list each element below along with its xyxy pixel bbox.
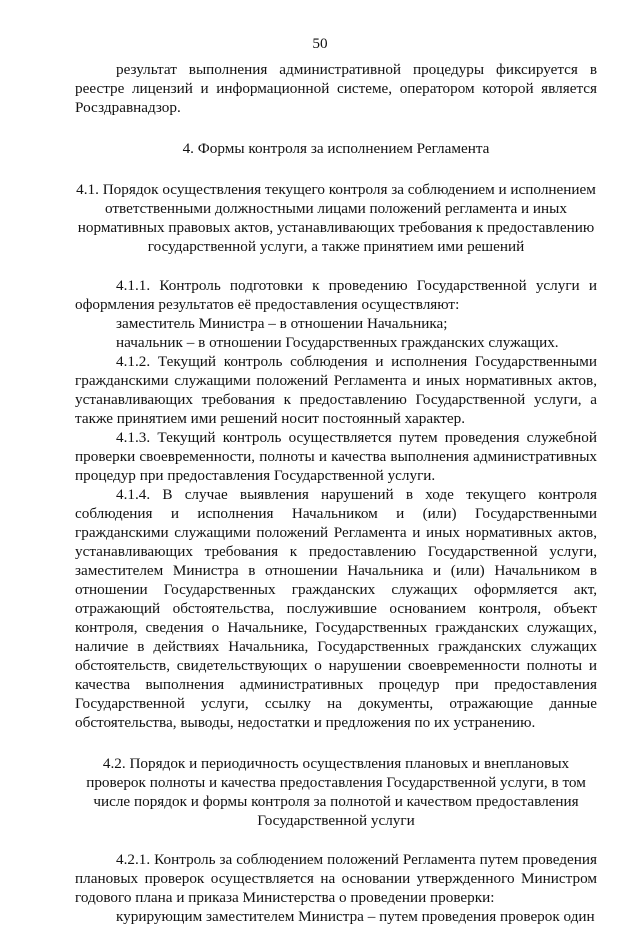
intro-paragraph: результат выполнения административной процедуры фиксируется в реестре лицензий и информационной системе, оператором которой является Росздравнадзор. <box>75 61 597 116</box>
paragraph-4-2-1: 4.2.1. Контроль за соблюдением положений Регламента путем проведения плановых проверок осуществляется на основании утвержденного Министром годового плана и приказа Министерства о проведении проверки: <box>75 851 597 906</box>
paragraph-4-1-4: 4.1.4. В случае выявления нарушений в ходе текущего контроля соблюдения и исполнения Начальником и (или) Государственными гражданскими служащими положений Регламента и иных нормативных актов, устанавливающих требования к предоставлению Государственной услуги, заместителем Министра в отношении Начальника и (или) Начальником в отношении Государственных гражданских служащих оформляется акт, отражающий обстоятельства, послужившие основанием контроля, объект контроля, сведения о Начальнике, Государственных гражданских служащих, наличие в действиях Начальника, Государственных гражданских служащих обстоятельств, свидетельствующих о нарушении своевременности полноты и качества выполнения административных процедур при предоставления Государственной услуги, ссылку на документы, отражающие данные обстоятельства, выводы, недостатки и предложения по их устранению. <box>75 486 597 731</box>
subsection-4-1-title: 4.1. Порядок осуществления текущего контроля за соблюдением и исполнением ответственными должностными лицами положений регламента и иных нормативных правовых актов, устанавливающих требования к предоставлению государственной услуги, а также принятием ими решений <box>76 181 596 255</box>
paragraph-4-1-1-item-a: заместитель Министра – в отношении Начальника; <box>116 315 448 332</box>
page-number: 50 <box>312 35 328 52</box>
paragraph-4-1-2: 4.1.2. Текущий контроль соблюдения и исполнения Государственными гражданскими служащими положений Регламента и иных нормативных актов, устанавливающих требования к предоставлению Государственной услуги, а также принятием ими решений носит постоянный характер. <box>75 353 597 427</box>
paragraph-4-2-1-item-a: курирующим заместителем Министра – путем проведения проверок один <box>116 908 595 925</box>
subsection-4-2-title: 4.2. Порядок и периодичность осуществления плановых и внеплановых проверок полноты и качества предоставления Государственной услуги, в том числе порядок и формы контроля за полнотой и качеством предоставления Государственной услуги <box>86 755 586 829</box>
document-body <box>75 60 597 926</box>
paragraph-4-1-3: 4.1.3. Текущий контроль осуществляется путем проведения служебной проверки своевременности, полноты и качества выполнения административных процедур при предоставления Государственной услуги. <box>75 429 597 484</box>
section-4-title: 4. Формы контроля за исполнением Регламента <box>182 140 490 157</box>
paragraph-4-1-1-item-b: начальник – в отношении Государственных гражданских служащих. <box>116 334 559 351</box>
paragraph-4-1-1: 4.1.1. Контроль подготовки к проведению Государственной услуги и оформления результатов её предоставления осуществляют: <box>75 277 597 313</box>
